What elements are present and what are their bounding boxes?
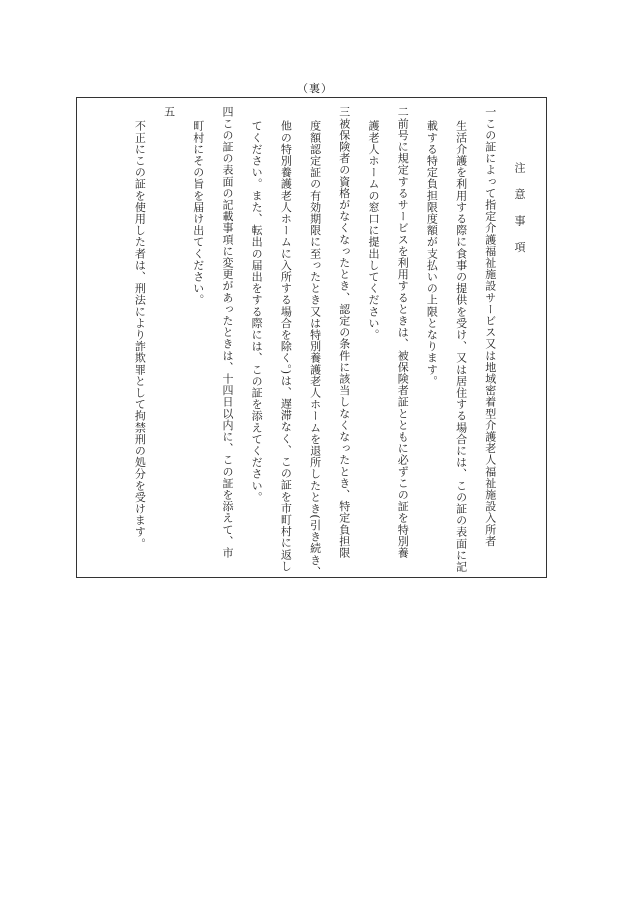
note-item-2-text-1: 前号に規定するサービスを利用するときは、被保険者証とともに必ずこの証を特別養: [396, 117, 410, 559]
note-item-4-number: 四: [220, 106, 234, 118]
note-item-4-line-1: [213, 106, 242, 568]
note-item-1-text-1: この証によって指定介護福祉施設サービス又は地域密着型介護老人福祉施設入所者: [483, 117, 497, 547]
note-item-3-line-1: [330, 106, 359, 568]
note-item-1-number: 一: [483, 106, 497, 118]
note-item-5-number: 五: [162, 106, 176, 118]
notes-heading: 注 意 事 項: [513, 162, 526, 259]
note-item-1-line-3: 載する特定負担限度額が支払いの上限となります。: [425, 120, 439, 387]
note-item-1-line-2: 生活介護を利用する際に食事の提供を受け、又は居住する場合には、この証の表面に記: [454, 120, 468, 573]
note-item-2-line-1: [388, 106, 417, 568]
note-item-4-line-2: 町村にその旨を届け出てください。: [191, 120, 205, 306]
note-item-3-line-4: てください。また、転出の届出をする際には、この証を添えてください。: [250, 120, 264, 503]
notes-frame: [76, 97, 547, 578]
note-item-2-number: 二: [396, 106, 410, 118]
notes-content: [125, 106, 534, 578]
note-item-3-line-2: 度額認定証の有効期限に至ったとき又は特別養護老人ホームを退所したとき(引き続き、: [308, 120, 322, 578]
note-item-5-line-1: [154, 106, 183, 568]
note-item-1-line-1: [476, 106, 505, 568]
note-item-3-number: 三: [337, 106, 351, 118]
note-item-4-text-1: この証の表面の記載事項に変更があったときは、十四日以内に、この証を添えて、市: [220, 117, 234, 559]
note-item-5-line-2: 不正にこの証を使用した者は、刑法により詐欺罪として拘禁刑の処分を受けます。: [133, 120, 147, 550]
note-item-2-line-2: 護老人ホームの窓口に提出してください。: [366, 120, 380, 341]
note-item-3-line-3: 他の特別養護老人ホームに入所する場合を除く。)は、遅滞なく、この証を市町村に返し: [279, 120, 293, 572]
page-side-label: （裏）: [297, 82, 333, 95]
note-item-3-text-1: 被保険者の資格がなくなったとき、認定の条件に該当しなくなったとき、特定負担限: [337, 117, 351, 559]
